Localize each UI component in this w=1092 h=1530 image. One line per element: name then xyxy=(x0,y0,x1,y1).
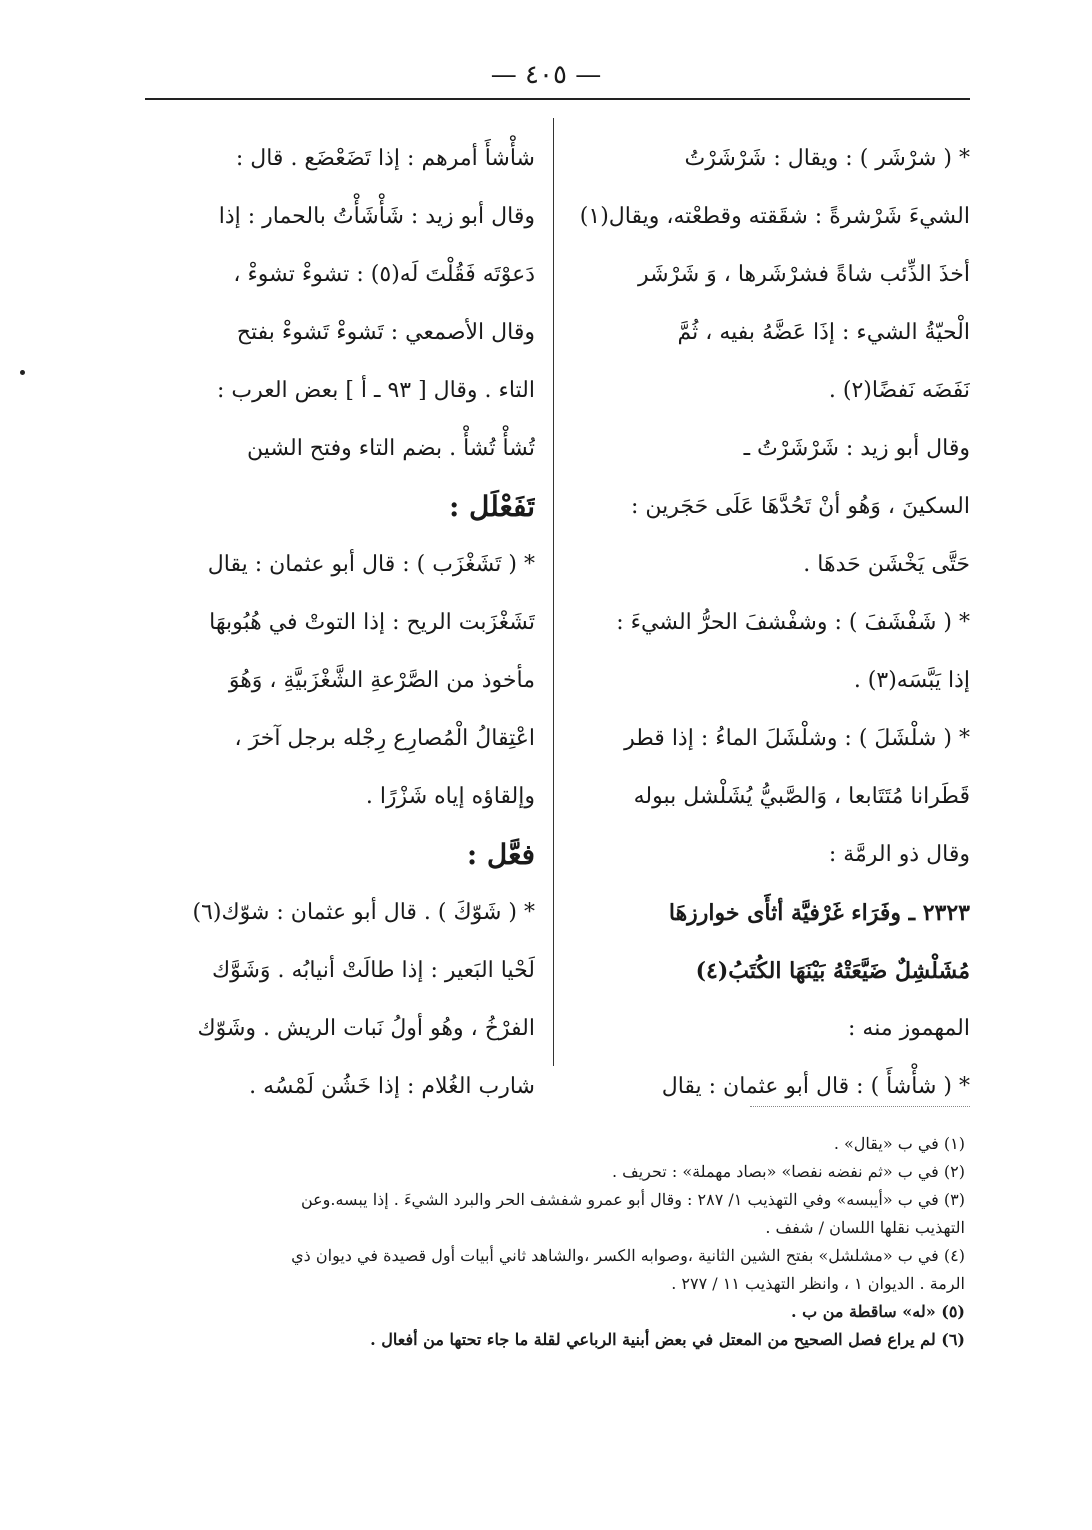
text-line: المهموز منه : xyxy=(848,1016,970,1041)
text-line: * ( شَوّكَ ) . قال أبو عثمان : شوّك(٦) xyxy=(192,900,535,925)
text-line: * ( شَفْشَفَ ) : وشفْشفَ الحرُّ الشيءَ : xyxy=(616,610,970,635)
text-line: لَحْيا البَعير : إذا طالَتْ أنيابُه . وَشَوَّك xyxy=(211,958,535,983)
margin-mark xyxy=(20,370,25,375)
text-line: دَعوْتَه فَقُلْتَ لَه(٥) : تشوءْ تشوءْ ، xyxy=(233,262,535,287)
verse-line: مُشَلْشِلٌ ضَيَّعَتْهُ بَيْنَهَا الكُتَبُ(٤) xyxy=(695,958,970,984)
text-line: * ( تَشَغْزَب ) : قال أبو عثمان : يقال xyxy=(207,552,535,577)
text-line: وقال أبو زيد : شَأْشَأْتُ بالحمار : إذا xyxy=(218,204,535,229)
text-line: شأْشأَ أمرهم : إذا تَضَعْضَع . قال : xyxy=(235,146,535,171)
text-line: الْحيّةُ الشيء : إذَا عَضَّهُ بفيه ، ثُمَّ xyxy=(677,320,970,345)
left-column xyxy=(140,130,535,1116)
text-line: * ( شأْشأَ ) : قال أبو عثمان : يقال xyxy=(661,1074,970,1099)
footnote: الرمة . الديوان ١ ، وانظر التهذيب ١١ / ٢٧٧ . xyxy=(671,1274,965,1293)
column-divider xyxy=(553,118,554,1066)
text-line: شارب الغُلام : إذا خَشُن لَمْسُه . xyxy=(249,1074,535,1099)
text-line: تُشأْ تُشأْ . بضم التاء وفتح الشين xyxy=(246,436,535,461)
verse-line: ٢٣٢٣ ـ وفَرَاء غَرْفيَّة أثأَى خوارزهَا xyxy=(668,900,970,926)
text-line: وإلقاؤه إياه شَزْرًا . xyxy=(365,784,535,809)
text-line: الشيءَ شَرْشرةً : شقَقته وقطعْته، ويقال(١) xyxy=(579,204,970,229)
footnote: (٤) في ب «مشلشل» بفتح الشين الثانية ،وصوابه الكسر ،والشاهد ثاني أبيات أول قصيدة في ديوان ذي xyxy=(291,1246,965,1265)
footnotes xyxy=(150,1130,965,1354)
footnote: (٦) لم يراع فصل الصحيح من المعتل في بعض أبنية الرباعي لقلة ما جاء تحتها من أفعال . xyxy=(370,1330,965,1349)
text-line: مأخوذ من الصَّرْعةِ الشَّغْزَبيَّةِ ، وَهُوَ xyxy=(228,668,535,693)
footnote: (١) في ب «يقال» . xyxy=(833,1134,965,1153)
text-line: نَفَضَه نَفضًا(٢) . xyxy=(828,378,970,403)
text-line: وقال الأصمعي : تَشوءْ تَشوءْ بفتح xyxy=(236,320,535,345)
footnote: (٥) «له» ساقطة من ب . xyxy=(790,1302,965,1321)
text-line: أخذَ الذِّئب شاةً فشرْشَرها ، وَ شَرْشَر xyxy=(638,262,970,287)
text-line: * ( شلْشَلَ ) : وشلْشَلَ الماءُ : إذا قطر xyxy=(624,726,970,751)
right-column xyxy=(565,130,970,1116)
text-line: وقال أبو زيد : شَرْشَرْتُ ـ xyxy=(743,436,970,461)
text-line: التاء . وقال [ ٩٣ ـ أ ] بعض العرب : xyxy=(216,378,535,403)
header-rule xyxy=(145,98,970,100)
text-line: تَشَغْزَبت الريح : إذا التوتْ في هُبُوبهَا xyxy=(209,610,535,635)
footnote: التهذيب نقلها اللسان / شفف . xyxy=(765,1218,965,1237)
text-line: * ( شرْشَر ) : ويقال : شَرْشَرْتُ xyxy=(684,146,970,171)
text-line: الفرْخُ ، وهُو أولُ نَبات الريش . وشَوّك xyxy=(197,1016,535,1041)
text-line: حَتَّى يَخْشَن حَدهَا . xyxy=(803,552,970,577)
text-line: إذا يَبَّسَه(٣) . xyxy=(853,668,970,693)
footnote: (٢) في ب «ثم نفضه نفصا» «بصاد مهملة» : تحريف . xyxy=(611,1162,965,1181)
text-line: اعْتِقالُ الْمُصارِع رِجْله برجل آخرَ ، xyxy=(234,726,535,751)
text-line: قَطَرانا مُتَتَابعا ، وَالصَّبيُّ يُشَلْشل ببوله xyxy=(633,784,970,809)
section-heading: فعَّل : xyxy=(466,838,535,871)
text-line: وقال ذو الرمَّة : xyxy=(828,842,970,867)
section-heading: تَفَعْلَل : xyxy=(448,490,535,523)
footnote-rule xyxy=(750,1106,970,1107)
text-line: السكينَ ، وَهُو أنْ تَحُدَّهَا عَلَى حَجَرين : xyxy=(630,494,970,519)
footnote: (٣) في ب «أيبسه» وفي التهذيب ١/ ٢٨٧ : وقال أبو عمرو شفشف الحر والبرد الشيءَ . إذا يبسه.وعن xyxy=(300,1190,965,1209)
page-number: — ٤٠٥ — xyxy=(490,60,602,90)
